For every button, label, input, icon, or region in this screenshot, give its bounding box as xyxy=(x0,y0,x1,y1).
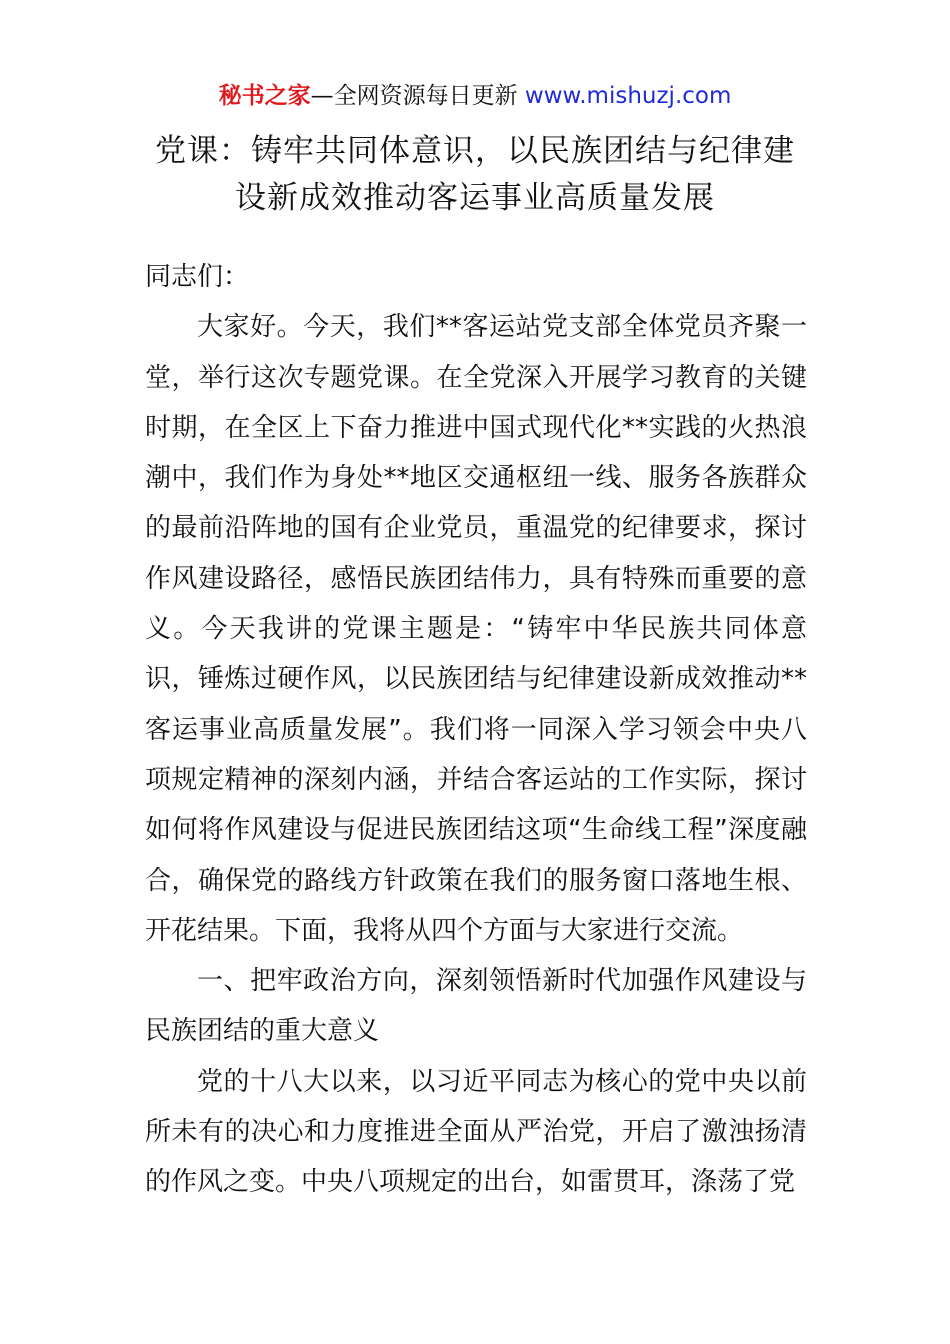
paragraph-intro: 大家好。今天，我们**客运站党支部全体党员齐聚一堂，举行这次专题党课。在全党深入开展学习教育的关键时期，在全区上下奋力推进中国式现代化**实践的火热浪潮中，我们作为身处**地区交通枢纽一线、服务各族群众的最前沿阵地的国有企业党员，重温党的纪律要求，探讨作风建设路径，感悟民族团结伟力，具有特殊而重要的意义。今天我讲的党课主题是：“铸牢中华民族共同体意识，锤炼过硬作风，以民族团结与纪律建设新成效推动**客运事业高质量发展”。我们将一同深入学习领会中央八项规定精神的深刻内涵，并结合客运站的工作实际，探讨如何将作风建设与促进民族团结这项“生命线工程”深度融合，确保党的路线方针政策在我们的服务窗口落地生根、开花结果。下面，我将从四个方面与大家进行交流。 xyxy=(145,312,807,946)
title-line-1: 党课：铸牢共同体意识，以民族团结与纪律建 xyxy=(155,133,795,169)
document-body xyxy=(145,252,807,1208)
document-title xyxy=(145,128,805,222)
site-url-link[interactable]: www.mishuzj.com xyxy=(524,83,732,109)
header-tagline: —全网资源每日更新 xyxy=(310,83,525,109)
salutation: 同志们： xyxy=(145,262,250,292)
site-header xyxy=(0,80,950,112)
brand-name: 秘书之家 xyxy=(218,83,311,109)
paragraph-section-1: 党的十八大以来，以习近平同志为核心的党中央以前所未有的决心和力度推进全面从严治党，开启了激浊扬清的作风之变。中央八项规定的出台，如雷贯耳，涤荡了党 xyxy=(145,1066,807,1198)
section-heading-1: 一、把牢政治方向，深刻领悟新时代加强作风建设与民族团结的重大意义 xyxy=(145,966,807,1047)
title-line-2: 设新成效推动客运事业高质量发展 xyxy=(235,180,715,216)
